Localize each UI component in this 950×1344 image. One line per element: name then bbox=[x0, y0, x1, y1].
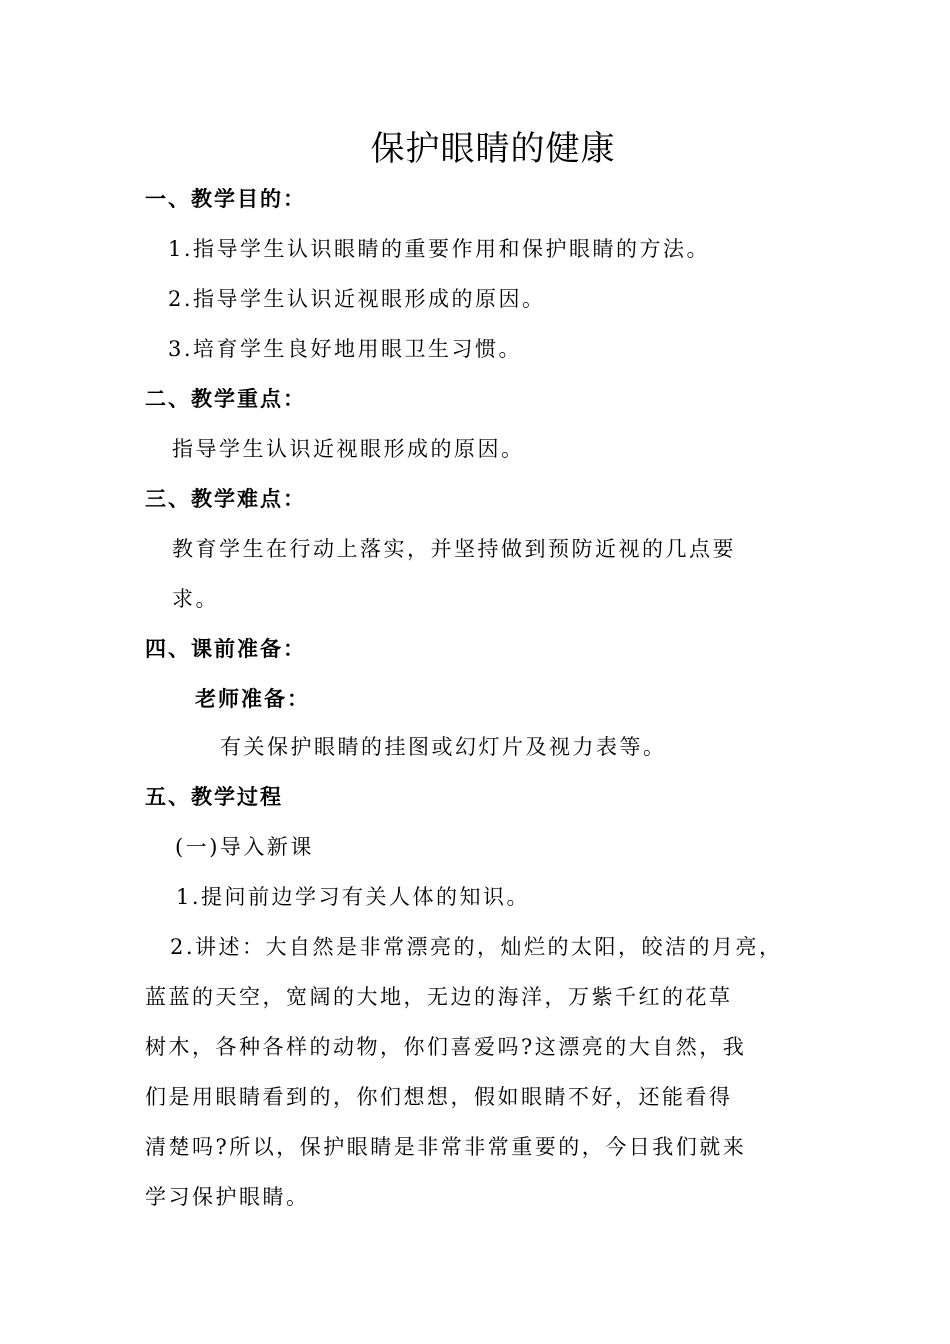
process-paragraph-line: 清楚吗?所以，保护眼睛是非常非常重要的，今日我们就来 bbox=[145, 1135, 747, 1159]
section-heading-preparation: 四、课前准备： bbox=[145, 637, 306, 661]
process-paragraph-line: 蓝蓝的天空，宽阔的大地，无边的海洋，万紫千红的花草 bbox=[145, 985, 733, 1009]
difficulties-text-line: 教育学生在行动上落实，并坚持做到预防近视的几点要 bbox=[172, 537, 736, 561]
objective-item: 2.指导学生认识近视眼形成的原因。 bbox=[168, 287, 546, 311]
preparation-text: 有关保护眼睛的挂图或幻灯片及视力表等。 bbox=[220, 735, 667, 759]
section-heading-difficulties: 三、教学难点： bbox=[145, 487, 306, 511]
objective-item: 1.指导学生认识眼睛的重要作用和保护眼睛的方法。 bbox=[168, 237, 711, 261]
section-heading-key-points: 二、教学重点： bbox=[145, 387, 306, 411]
document-title: 保护眼睛的健康 bbox=[370, 129, 616, 169]
process-paragraph-line: 学习保护眼睛。 bbox=[145, 1185, 310, 1209]
key-points-text: 指导学生认识近视眼形成的原因。 bbox=[172, 437, 525, 461]
objective-item: 3.培育学生良好地用眼卫生习惯。 bbox=[168, 337, 523, 361]
difficulties-text-line: 求。 bbox=[172, 587, 219, 611]
preparation-subheading: 老师准备： bbox=[195, 687, 310, 711]
process-paragraph-line: 们是用眼睛看到的，你们想想，假如眼睛不好，还能看得 bbox=[145, 1085, 733, 1109]
process-paragraph-line: 2.讲述：大自然是非常漂亮的，灿烂的太阳，皎洁的月亮， bbox=[170, 935, 783, 959]
section-heading-objectives: 一、教学目的： bbox=[145, 187, 306, 211]
process-subheading: (一)导入新课 bbox=[175, 835, 314, 859]
process-paragraph-line: 树木，各种各样的动物，你们喜爱吗?这漂亮的大自然，我 bbox=[145, 1035, 747, 1059]
process-item: 1.提问前边学习有关人体的知识。 bbox=[176, 885, 531, 909]
section-heading-process: 五、教学过程 bbox=[145, 785, 283, 809]
